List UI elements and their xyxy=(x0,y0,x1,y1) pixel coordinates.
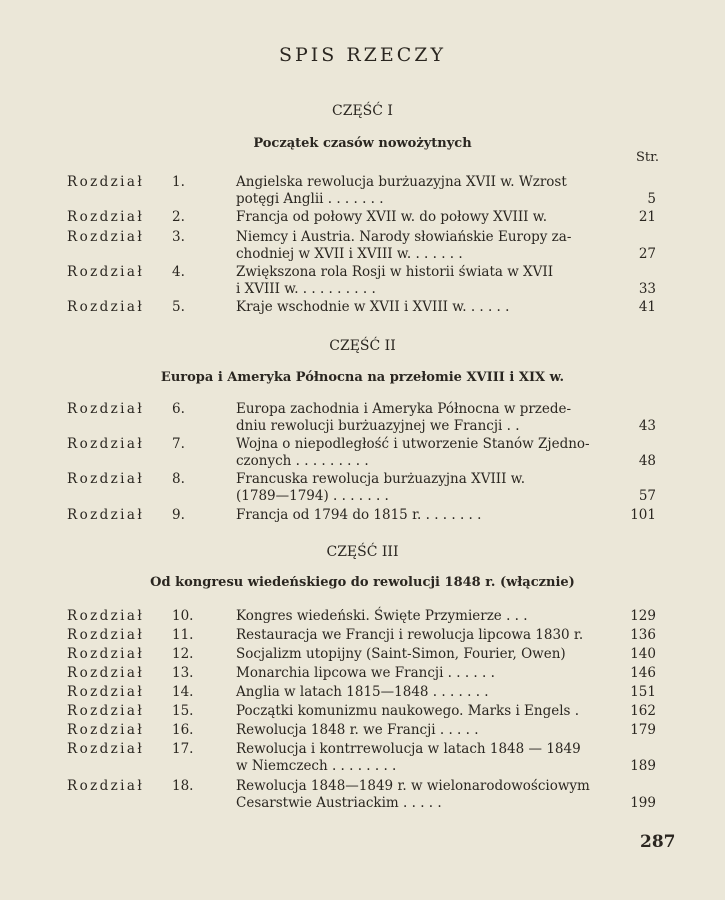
chapter-label: Rozdział xyxy=(67,722,145,738)
chapter-label: Rozdział xyxy=(67,627,145,643)
part-1-subtitle: Początek czasów nowożytnych xyxy=(253,136,472,151)
part-1-label: CZĘŚĆ I xyxy=(332,103,393,119)
chapter-label: Rozdział xyxy=(67,299,145,315)
chapter-label: Rozdział xyxy=(67,471,145,487)
chapter-page: 179 xyxy=(630,722,656,738)
chapter-title-line: Francja od 1794 do 1815 r. . . . . . . . xyxy=(236,507,482,523)
chapter-label: Rozdział xyxy=(67,209,145,225)
chapter-title-line: Francja od połowy XVII w. do połowy XVIII w. xyxy=(236,209,548,225)
page-column-label: Str. xyxy=(636,150,660,165)
chapter-title xyxy=(236,471,616,505)
chapter-label: Rozdział xyxy=(67,229,145,245)
chapter-title xyxy=(236,209,616,226)
chapter-title xyxy=(236,507,616,524)
chapter-label: Rozdział xyxy=(67,608,145,624)
chapter-label: Rozdział xyxy=(67,665,145,681)
chapter-number: 7. xyxy=(172,436,185,452)
chapter-label: Rozdział xyxy=(67,646,145,662)
chapter-number: 16. xyxy=(172,722,194,738)
chapter-title-line: czonych . . . . . . . . . xyxy=(236,453,369,469)
chapter-title-line: Francuska rewolucja burżuazyjna XVIII w. xyxy=(236,471,525,487)
chapter-title xyxy=(236,608,616,625)
chapter-number: 10. xyxy=(172,608,194,624)
chapter-title xyxy=(236,401,616,435)
chapter-title-line: Rewolucja 1848—1849 r. w wielonarodowościowym xyxy=(236,778,590,794)
chapter-number: 8. xyxy=(172,471,185,487)
chapter-title xyxy=(236,436,616,470)
chapter-number: 6. xyxy=(172,401,185,417)
chapter-title-line: chodniej w XVII i XVIII w. . . . . . . xyxy=(236,246,463,262)
chapter-title-line: Socjalizm utopijny (Saint-Simon, Fourier, Owen) xyxy=(236,646,566,662)
chapter-title-line: Europa zachodnia i Ameryka Północna w przede- xyxy=(236,401,572,417)
chapter-number: 5. xyxy=(172,299,185,315)
chapter-title xyxy=(236,646,616,663)
chapter-label: Rozdział xyxy=(67,436,145,452)
chapter-label: Rozdział xyxy=(67,174,145,190)
chapter-title xyxy=(236,703,616,720)
chapter-title xyxy=(236,174,616,208)
chapter-page: 5 xyxy=(647,191,656,207)
chapter-title-line: Angielska rewolucja burżuazyjna XVII w. Wzrost xyxy=(236,174,567,190)
chapter-page: 136 xyxy=(630,627,656,643)
chapter-label: Rozdział xyxy=(67,507,145,523)
chapter-title-line: Rewolucja 1848 r. we Francji . . . . . xyxy=(236,722,479,738)
chapter-label: Rozdział xyxy=(67,401,145,417)
chapter-label: Rozdział xyxy=(67,264,145,280)
chapter-title-line: Początki komunizmu naukowego. Marks i Engels . xyxy=(236,703,580,719)
chapter-number: 2. xyxy=(172,209,185,225)
part-3-label: CZĘŚĆ III xyxy=(326,544,399,560)
chapter-title xyxy=(236,722,616,739)
chapter-title xyxy=(236,778,616,812)
page-number: 287 xyxy=(640,832,676,852)
chapter-page: 21 xyxy=(638,209,656,225)
chapter-label: Rozdział xyxy=(67,684,145,700)
chapter-title xyxy=(236,665,616,682)
chapter-number: 14. xyxy=(172,684,194,700)
chapter-label: Rozdział xyxy=(67,703,145,719)
chapter-title-line: Kongres wiedeński. Święte Przymierze . . . xyxy=(236,608,528,624)
chapter-title-line: Rewolucja i kontrrewolucja w latach 1848 — 1849 xyxy=(236,741,581,757)
chapter-number: 9. xyxy=(172,507,185,523)
page-title: SPIS RZECZY xyxy=(278,44,447,66)
chapter-page: 146 xyxy=(630,665,656,681)
chapter-page: 48 xyxy=(638,453,656,469)
chapter-title-line: Cesarstwie Austriackim . . . . . xyxy=(236,795,442,811)
chapter-page: 140 xyxy=(630,646,656,662)
chapter-page: 151 xyxy=(630,684,656,700)
chapter-title-line: Kraje wschodnie w XVII i XVIII w. . . . . . xyxy=(236,299,510,315)
chapter-number: 17. xyxy=(172,741,194,757)
chapter-page: 33 xyxy=(638,281,656,297)
chapter-title-line: Wojna o niepodległość i utworzenie Stanów Zjedno- xyxy=(236,436,590,452)
part-2-label: CZĘŚĆ II xyxy=(329,338,396,354)
chapter-title-line: Zwiększona rola Rosji w historii świata w XVII xyxy=(236,264,554,280)
chapter-title-line: Monarchia lipcowa we Francji . . . . . . xyxy=(236,665,495,681)
chapter-title xyxy=(236,299,616,316)
chapter-title-line: potęgi Anglii . . . . . . . xyxy=(236,191,384,207)
chapter-page: 189 xyxy=(630,758,656,774)
chapter-title xyxy=(236,264,616,298)
chapter-page: 162 xyxy=(630,703,656,719)
chapter-page: 41 xyxy=(638,299,656,315)
chapter-page: 43 xyxy=(638,418,656,434)
chapter-page: 129 xyxy=(630,608,656,624)
chapter-title-line: w Niemczech . . . . . . . . xyxy=(236,758,397,774)
chapter-number: 12. xyxy=(172,646,194,662)
chapter-title xyxy=(236,627,616,644)
chapter-number: 1. xyxy=(172,174,185,190)
chapter-title xyxy=(236,229,616,263)
chapter-number: 15. xyxy=(172,703,194,719)
chapter-label: Rozdział xyxy=(67,778,145,794)
chapter-title-line: i XVIII w. . . . . . . . . . xyxy=(236,281,376,297)
chapter-number: 4. xyxy=(172,264,185,280)
chapter-title-line: dniu rewolucji burżuazyjnej we Francji . . xyxy=(236,418,520,434)
chapter-title-line: (1789—1794) . . . . . . . xyxy=(236,488,389,504)
chapter-title-line: Restauracja we Francji i rewolucja lipcowa 1830 r. xyxy=(236,627,584,643)
chapter-number: 18. xyxy=(172,778,194,794)
chapter-title xyxy=(236,684,616,701)
chapter-page: 101 xyxy=(630,507,656,523)
part-2-subtitle: Europa i Ameryka Północna na przełomie XVIII i XIX w. xyxy=(160,370,565,385)
chapter-title xyxy=(236,741,616,775)
part-3-subtitle: Od kongresu wiedeńskiego do rewolucji 1848 r. (włącznie) xyxy=(150,575,575,590)
chapter-title-line: Niemcy i Austria. Narody słowiańskie Europy za- xyxy=(236,229,572,245)
chapter-page: 27 xyxy=(638,246,656,262)
chapter-page: 199 xyxy=(630,795,656,811)
chapter-number: 3. xyxy=(172,229,185,245)
chapter-number: 13. xyxy=(172,665,194,681)
chapter-title-line: Anglia w latach 1815—1848 . . . . . . . xyxy=(236,684,489,700)
chapter-label: Rozdział xyxy=(67,741,145,757)
chapter-page: 57 xyxy=(638,488,656,504)
chapter-number: 11. xyxy=(172,627,194,643)
